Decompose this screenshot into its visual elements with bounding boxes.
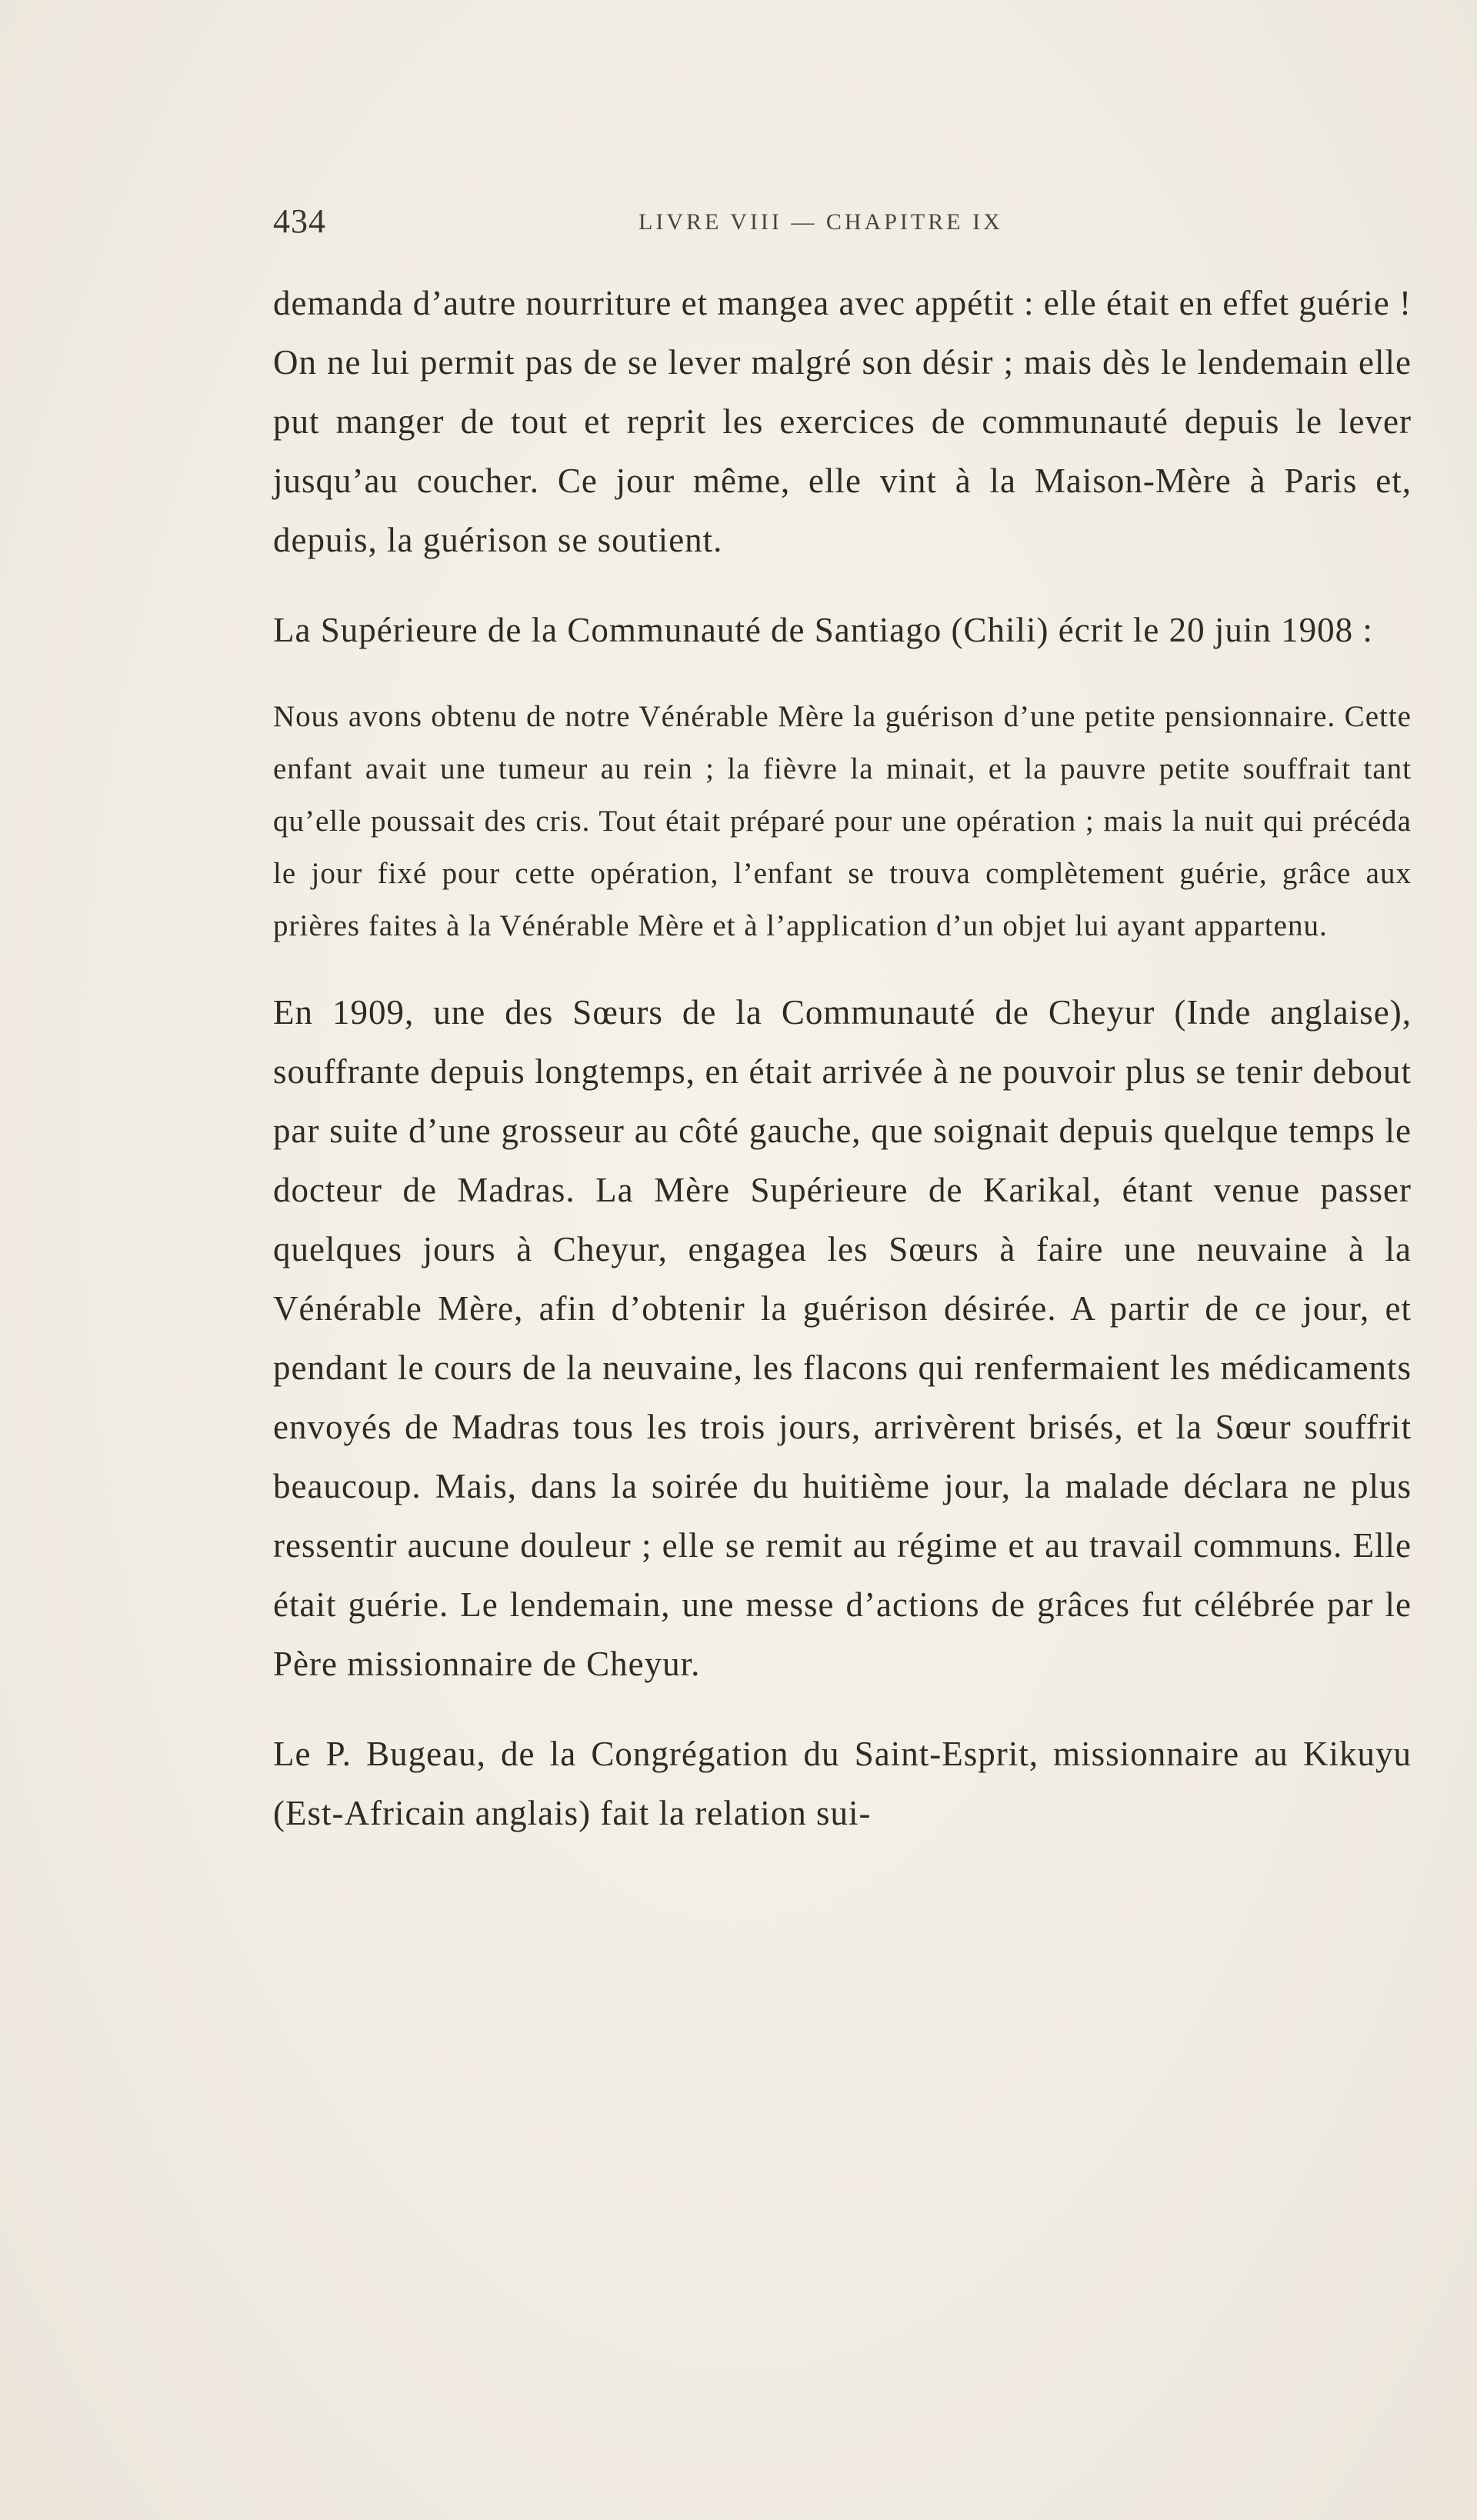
running-title: LIVRE VIII — CHAPITRE IX: [638, 209, 1003, 235]
paragraph-santiago-intro: La Supérieure de la Communauté de Santiago (Chili) écrit le 20 juin 1908 :: [273, 611, 1373, 649]
body-text: [273, 274, 1412, 1843]
paragraph-continuation: demanda d’autre nourriture et mangea avec appétit : elle était en effet guérie ! On ne lui permit pas de se lever malgré son désir ; mais dès le lendemain elle put manger de tout et reprit les exercices de communauté depuis le lever jusqu’au coucher. Ce jour même, elle vint à la Maison-Mère à Paris et, depuis, la guérison se soutient.: [273, 284, 1412, 559]
page-header: [273, 202, 1419, 248]
quoted-letter: Nous avons obtenu de notre Vénérable Mère la guérison d’une petite pensionnaire. Cette enfant avait une tumeur au rein ; la fièvre la minait, et la pauvre petite souffrait tant qu’elle poussait des cris. Tout était préparé pour une opération ; mais la nuit qui précéda le jour fixé pour cette opération, l’enfant se trouva complètement guérie, grâce aux prières faites à la Vénérable Mère et à l’application d’un objet lui ayant appartenu.: [273, 700, 1412, 942]
paragraph-bugeau: Le P. Bugeau, de la Congrégation du Saint-Esprit, missionnaire au Kikuyu (Est-Africain anglais) fait la relation sui-: [273, 1735, 1412, 1832]
paragraph-cheyur: En 1909, une des Sœurs de la Communauté de Cheyur (Inde anglaise), souffrante depuis longtemps, en était arrivée à ne pouvoir plus se tenir debout par suite d’une grosseur au côté gauche, que soignait depuis quelque temps le docteur de Madras. La Mère Supérieure de Karikal, étant venue passer quelques jours à Cheyur, engagea les Sœurs à faire une neuvaine à la Vénérable Mère, afin d’obtenir la guérison désirée. A partir de ce jour, et pendant le cours de la neuvaine, les flacons qui renfermaient les médicaments envoyés de Madras tous les trois jours, arrivèrent brisés, et la Sœur souffrit beaucoup. Mais, dans la soirée du huitième jour, la malade déclara ne plus ressentir aucune douleur ; elle se remit au régime et au travail communs. Elle était guérie. Le lendemain, une messe d’actions de grâces fut célébrée par le Père missionnaire de Cheyur.: [273, 993, 1412, 1683]
page-number: 434: [273, 202, 326, 240]
